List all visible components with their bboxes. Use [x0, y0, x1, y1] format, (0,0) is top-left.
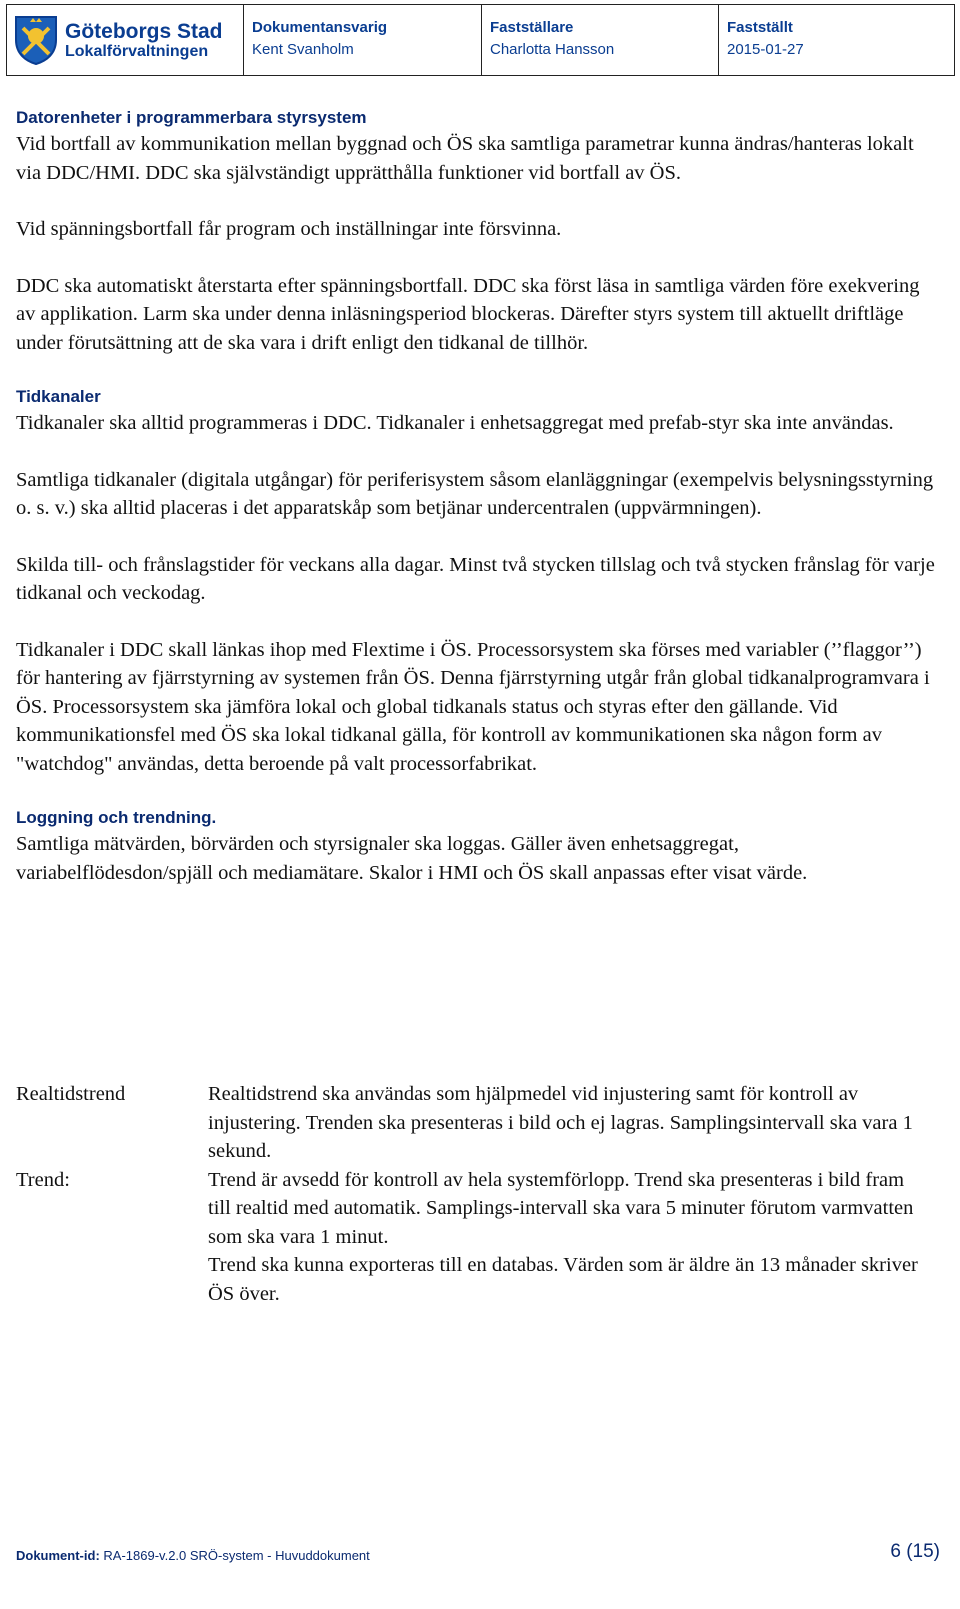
section-heading: Tidkanaler: [16, 387, 101, 406]
trend-row-label: Trend:: [16, 1168, 70, 1191]
approved-value: 2015-01-27: [727, 41, 804, 58]
approved-label: Fastställt: [727, 19, 793, 36]
logo: [7, 5, 244, 75]
document-body: [16, 106, 940, 887]
trend-row: [16, 1166, 940, 1309]
paragraph: Samtliga mätvärden, börvärden och styrsignaler ska loggas. Gäller även enhetsaggregat, variabelflödesdon/spjäll och mediamätare. Skalor i HMI och ÖS skall anpassas efter visat värde.: [16, 833, 808, 884]
logo-title: Göteborgs Stad: [65, 19, 223, 43]
document-header: [6, 4, 955, 76]
trend-row-label: Realtidstrend: [16, 1083, 126, 1105]
header-responsible: [244, 5, 482, 75]
coat-of-arms-icon: [13, 14, 59, 66]
responsible-label: Dokumentansvarig: [252, 19, 388, 36]
trend-table: [16, 1080, 940, 1308]
approver-value: Charlotta Hansson: [490, 41, 615, 58]
responsible-value: Kent Svanholm: [252, 41, 354, 58]
header-approved-date: [719, 5, 954, 75]
paragraph: Tidkanaler i DDC skall länkas ihop med Flextime i ÖS. Processorsystem ska förses med variabler (’’flaggor’’) för hantering av fjärrstyrning av systemen från ÖS. Denna fjärrstyrning utgår från global tidkanalprogramvara i ÖS. Processorsystem ska jämföra lokal och global tidkanals status och styras efter den gällande. Vid kommunikationsfel med ÖS ska lokal tidkanal gälla, för kontroll av kommunikationen ska någon form av "watchdog" användas, detta beroende på valt processorfabrikat.: [16, 638, 930, 775]
paragraph: DDC ska automatiskt återstarta efter spänningsbortfall. DDC ska först läsa in samtliga värden före exekvering av applikation. Larm ska under denna inläsningsperiod blockeras. Därefter styrs system till aktuellt driftläge under förutsättning att de ska vara i drift enligt den tidkanal de tillhör.: [16, 274, 920, 354]
document-footer: [16, 1541, 940, 1563]
paragraph: Vid spänningsbortfall får program och inställningar inte försvinna.: [16, 218, 562, 240]
page-number: 6 (15): [890, 1541, 940, 1562]
trend-row-text: Trend ska kunna exporteras till en databas. Värden som är äldre än 13 månader skriver ÖS över.: [208, 1254, 918, 1305]
trend-row-text: Trend är avsedd för kontroll av hela systemförlopp. Trend ska presenteras i bild fram till realtid med automatik. Samplings-intervall ska vara 5 minuter förutom varmvatten som ska vara 1 minut.: [208, 1168, 914, 1248]
document-id-label: Dokument-id:: [16, 1548, 100, 1563]
trend-row: [16, 1080, 940, 1166]
section-heading: Loggning och trendning.: [16, 808, 217, 827]
paragraph: Tidkanaler ska alltid programmeras i DDC. Tidkanaler i enhetsaggregat med prefab-styr ska inte användas.: [16, 412, 894, 434]
header-approver: [482, 5, 719, 75]
paragraph: Skilda till- och frånslagstider för veckans alla dagar. Minst två stycken tillslag och två stycken frånslag för varje tidkanal och veckodag.: [16, 553, 935, 604]
trend-row-text: Realtidstrend ska användas som hjälpmedel vid injustering samt för kontroll av injustering. Trenden ska presenteras i bild och ej lagras. Samplingsintervall ska vara 1 sekund.: [208, 1083, 913, 1162]
section-heading: Datorenheter i programmerbara styrsystem: [16, 108, 367, 127]
paragraph: Samtliga tidkanaler (digitala utgångar) för periferisystem såsom elanläggningar (exempelvis belysningsstyrning o. s. v.) ska alltid placeras i det apparatskåp som betjänar undercentralen (uppvärmningen).: [16, 468, 934, 519]
paragraph: Vid bortfall av kommunikation mellan byggnad och ÖS ska samtliga parametrar kunna ändras/hanteras lokalt via DDC/HMI. DDC ska självständigt upprätthålla funktioner vid bortfall av ÖS.: [16, 133, 914, 184]
document-id-value: RA-1869-v.2.0 SRÖ-system - Huvuddokument: [103, 1548, 370, 1563]
logo-subtitle: Lokalförvaltningen: [65, 42, 209, 60]
approver-label: Fastställare: [490, 19, 574, 36]
